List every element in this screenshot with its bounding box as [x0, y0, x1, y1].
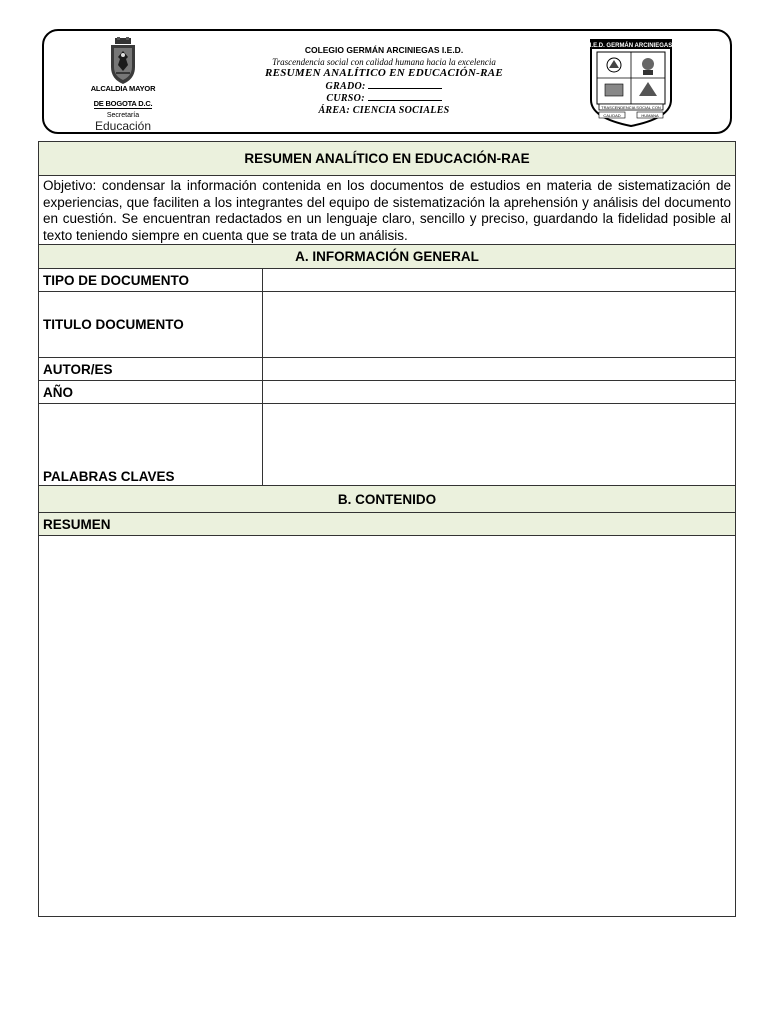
resumen-label-row — [39, 513, 736, 536]
autores-row — [39, 358, 736, 381]
tipo-documento-field[interactable] — [263, 269, 736, 292]
titulo-documento-label: TITULO DOCUMENTO — [39, 292, 263, 358]
objective-text: Objetivo: condensar la información contenida en los documentos de estudios en materia de sistematización de experiencias, que faciliten a los integrantes del equipo de sistematización la aprehensión y análisis del documento en cuestión. Se encuentran redactados en un lenguaje claro, sencillo y preciso, guardando la fidelidad posible al texto teniendo siempre en cuenta que se trata de un análisis. — [39, 176, 736, 245]
form-title-row — [39, 142, 736, 176]
secretaria-label: Secretaría — [106, 112, 140, 119]
resumen-label: RESUMEN — [39, 513, 736, 536]
educacion-label: Educación — [94, 119, 152, 133]
grado-line — [234, 80, 534, 93]
tipo-documento-label: TIPO DE DOCUMENTO — [39, 269, 263, 292]
palabras-claves-row — [39, 404, 736, 486]
crest-right-tag: HUMANA — [641, 113, 659, 118]
curso-line — [234, 92, 534, 105]
palabras-claves-field[interactable] — [263, 404, 736, 486]
anio-row — [39, 381, 736, 404]
objective-row — [39, 176, 736, 245]
resumen-field[interactable] — [39, 536, 736, 917]
rae-form-table — [38, 141, 736, 917]
school-name: COLEGIO GERMÁN ARCINIEGAS I.E.D. — [304, 45, 464, 55]
grado-blank[interactable] — [368, 80, 442, 89]
resumen-body-row — [39, 536, 736, 917]
alcaldia-logo — [88, 37, 158, 137]
bogota-coat-of-arms-icon — [108, 37, 138, 85]
header-center-text — [234, 45, 534, 116]
school-motto: Trascendencia social con calidad humana hacia la excelencia — [272, 57, 496, 67]
section-a-heading: A. INFORMACIÓN GENERAL — [39, 245, 736, 269]
titulo-documento-row — [39, 292, 736, 358]
curso-label: CURSO: — [326, 93, 365, 104]
crest-left-tag: CALIDAD — [603, 113, 621, 118]
grado-label: GRADO: — [325, 80, 366, 92]
palabras-claves-label: PALABRAS CLAVES — [39, 404, 263, 486]
tipo-documento-row — [39, 269, 736, 292]
alcaldia-line2: DE BOGOTA D.C. — [93, 99, 153, 108]
school-crest-icon — [589, 38, 673, 128]
section-b-heading: B. CONTENIDO — [39, 486, 736, 513]
alcaldia-line1: ALCALDIA MAYOR — [90, 84, 156, 93]
curso-blank[interactable] — [368, 92, 442, 101]
titulo-documento-field[interactable] — [263, 292, 736, 358]
form-title: RESUMEN ANALÍTICO EN EDUCACIÓN-RAE — [39, 142, 736, 176]
area-label: ÁREA: CIENCIA SOCIALES — [318, 104, 450, 116]
section-b-row — [39, 486, 736, 513]
autores-label: AUTOR/ES — [39, 358, 263, 381]
anio-label: AÑO — [39, 381, 263, 404]
section-a-row — [39, 245, 736, 269]
anio-field[interactable] — [263, 381, 736, 404]
crest-banner-text: TRASCENDENCIA SOCIAL CON — [601, 105, 661, 110]
autores-field[interactable] — [263, 358, 736, 381]
school-crest — [589, 38, 673, 128]
header-doc-title: RESUMEN ANALÍTICO EN EDUCACIÓN-RAE — [264, 67, 504, 79]
crest-top-text: I.E.D. GERMÁN ARCINIEGAS — [589, 43, 673, 49]
document-header — [42, 29, 732, 134]
